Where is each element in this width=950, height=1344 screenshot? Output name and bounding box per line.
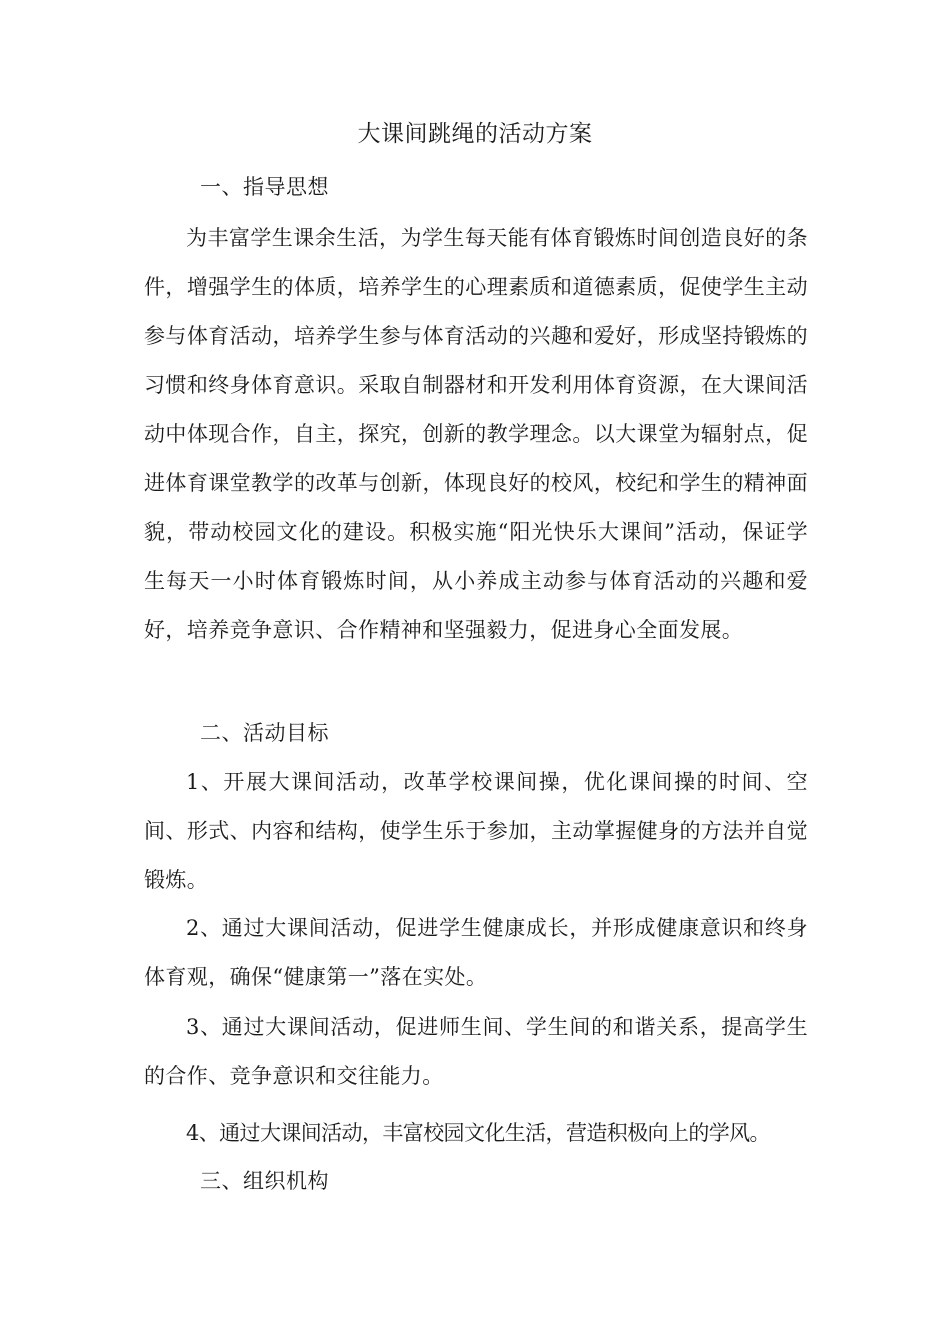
section-heading-organization: 三、组织机构 — [200, 1169, 329, 1193]
goal-item-4: 4、通过大课间活动，丰富校园文化生活，营造积极向上的学风。 — [186, 1121, 770, 1145]
document-title: 大课间跳绳的活动方案 — [357, 121, 593, 147]
section-heading-activity-goals: 二、活动目标 — [200, 721, 329, 745]
goal-item-2: 2、通过大课间活动，促进学生健康成长，并形成健康意识和终身体育观，确保“健康第一”落在实处。 — [144, 916, 808, 989]
goal-item-3: 3、通过大课间活动，促进师生间、学生间的和谐关系，提高学生的合作、竞争意识和交往能力。 — [144, 1015, 808, 1088]
goal-item-1: 1、开展大课间活动，改革学校课间操，优化课间操的时间、空间、形式、内容和结构，使学生乐于参加，主动掌握健身的方法并自觉锻炼。 — [144, 770, 808, 892]
paragraph-guiding-ideology: 为丰富学生课余生活，为学生每天能有体育锻炼时间创造良好的条件，增强学生的体质，培养学生的心理素质和道德素质，促使学生主动参与体育活动，培养学生参与体育活动的兴趣和爱好，形成坚持锻炼的习惯和终身体育意识。采取自制器材和开发利用体育资源，在大课间活动中体现合作，自主，探究，创新的教学理念。以大课堂为辐射点，促进体育课堂教学的改革与创新，体现良好的校风，校纪和学生的精神面貌，带动校园文化的建设。积极实施“阳光快乐大课间”活动，保证学生每天一小时体育锻炼时间，从小养成主动参与体育活动的兴趣和爱好，培养竞争意识、合作精神和坚强毅力，促进身心全面发展。 — [144, 226, 808, 642]
section-heading-guiding-ideology: 一、指导思想 — [200, 175, 329, 199]
